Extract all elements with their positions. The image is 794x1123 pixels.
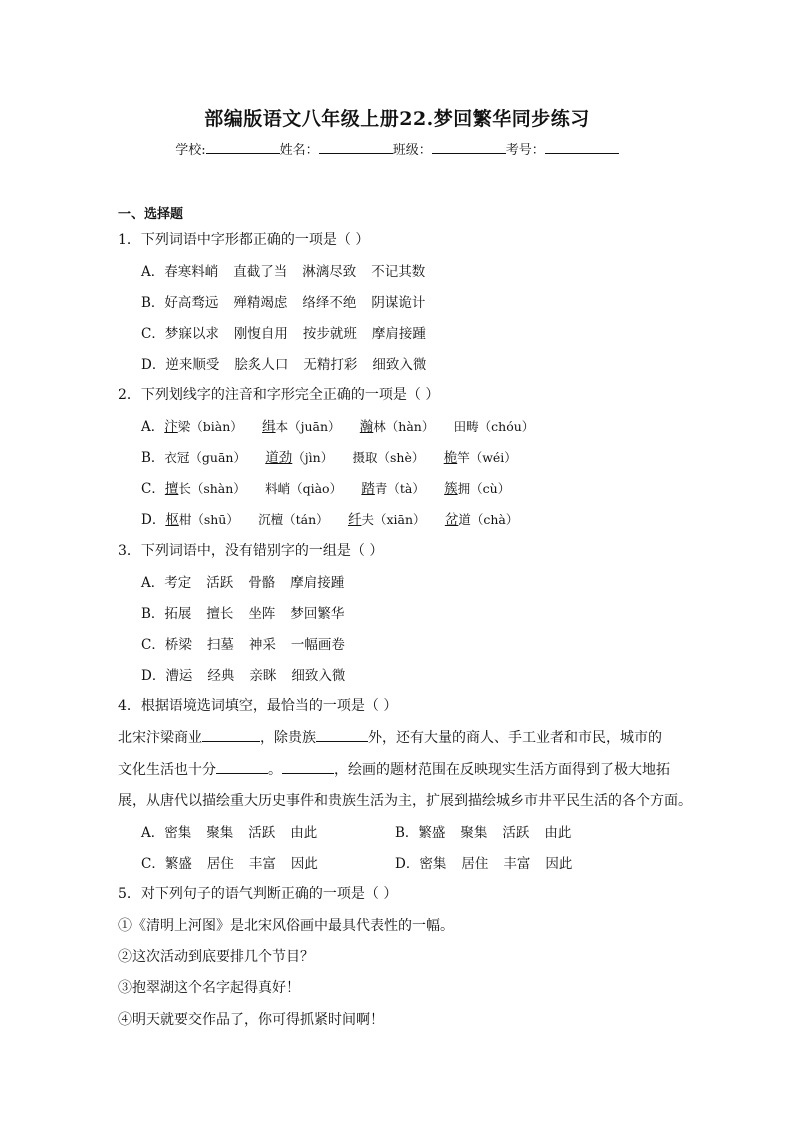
- question-1-stem: 1．下列词语中字形都正确的一项是（ ）: [118, 232, 370, 248]
- question-4-stem: 4．根据语境选词填空，最恰当的一项是（ ）: [118, 698, 398, 714]
- question-3-option-d: D．漕运 经典 亲眯 细致入微: [141, 668, 346, 684]
- exam-number-label: 考号：: [505, 143, 545, 158]
- question-5-sentence-4: ④明天就要交作品了，你可得抓紧时间啊！: [118, 1012, 384, 1028]
- question-4-options-cd: [141, 852, 649, 872]
- page-title: 部编版语文八年级上册22.梦回繁华同步练习: [204, 108, 590, 130]
- question-3-option-b: B．拓展 擅长 坐阵 梦回繁华: [141, 606, 345, 622]
- exam-number-blank[interactable]: [545, 140, 619, 154]
- fill-blank-4[interactable]: [282, 760, 334, 774]
- question-4-passage-line-3: 展，从唐代以描绘重大历史事件和贵族生活为主，扩展到描绘城乡市井平民生活的各个方面。: [118, 793, 692, 809]
- question-5-sentence-2: ②这次活动到底要排几个节目？: [118, 949, 314, 965]
- section-heading: 一、选择题: [118, 207, 184, 222]
- question-4-option-a: A．密集 聚集 活跃 由此: [141, 825, 318, 841]
- class-blank[interactable]: [432, 140, 506, 154]
- fill-blank-3[interactable]: [216, 760, 268, 774]
- question-4-passage-line-1: 北宋汴梁商业 ，除贵族 外，还有大量的商人、手工业者和市民，城市的: [118, 730, 662, 746]
- question-1-option-c: C．梦寐以求 刚愎自用 按步就班 摩肩接踵: [141, 326, 426, 342]
- question-1-option-b: B．好高骛远 殚精竭虑 络绎不绝 阴谋诡计: [141, 295, 426, 311]
- question-2-option-a: A．汴梁（biàn） 缉本（juān） 瀚林（hàn） 田畴（chóu）: [141, 419, 535, 435]
- question-4-options-ab: [141, 821, 649, 841]
- fill-blank-1[interactable]: [202, 728, 260, 742]
- school-label: 学校:: [175, 143, 206, 158]
- class-label: 班级：: [392, 143, 432, 158]
- question-4-option-c: C．繁盛 居住 丰富 因此: [141, 856, 318, 872]
- question-5-sentence-1: ①《清明上河图》是北宋风俗画中最具代表性的一幅。: [118, 918, 454, 934]
- question-2-option-c: C．擅长（shàn） 料峭（qiào） 踏青（tà） 簇拥（cù）: [141, 481, 511, 497]
- question-4-passage-line-2: 文化生活也十分 。 ，绘画的题材范围在反映现实生活方面得到了极大地拓: [118, 762, 670, 778]
- fill-blank-2[interactable]: [316, 728, 368, 742]
- question-2-option-b: B．衣冠（guān） 道劲（jìn） 摄取（shè） 桅竿（wéi）: [141, 450, 517, 466]
- student-info-line: [0, 139, 794, 158]
- question-5-stem: 5．对下列句子的语气判断正确的一项是（ ）: [118, 886, 398, 902]
- question-4-option-b: B．繁盛 聚集 活跃 由此: [395, 825, 572, 841]
- question-2-option-d: D．枢柑（shū） 沉檀（tán） 纤夫（xiān） 岔道（chà）: [141, 512, 519, 528]
- question-1-option-a: A．春寒料峭 直截了当 淋漓尽致 不记其数: [141, 264, 426, 280]
- question-3-option-c: C．桥梁 扫墓 神采 一幅画卷: [141, 637, 345, 653]
- school-blank[interactable]: [206, 140, 280, 154]
- question-4-option-d: D．密集 居住 丰富 因此: [395, 856, 573, 872]
- name-label: 姓名：: [279, 143, 319, 158]
- question-2-stem: 2．下列划线字的注音和字形完全正确的一项是（ ）: [118, 387, 440, 403]
- question-3-stem: 3．下列词语中，没有错别字的一组是（ ）: [118, 543, 384, 559]
- question-1-option-d: D．逆来顺受 脍炙人口 无精打彩 细致入微: [141, 357, 427, 373]
- question-3-option-a: A．考定 活跃 骨骼 摩肩接踵: [141, 575, 345, 591]
- question-5-sentence-3: ③抱翠湖这个名字起得真好！: [118, 980, 300, 996]
- name-blank[interactable]: [319, 140, 393, 154]
